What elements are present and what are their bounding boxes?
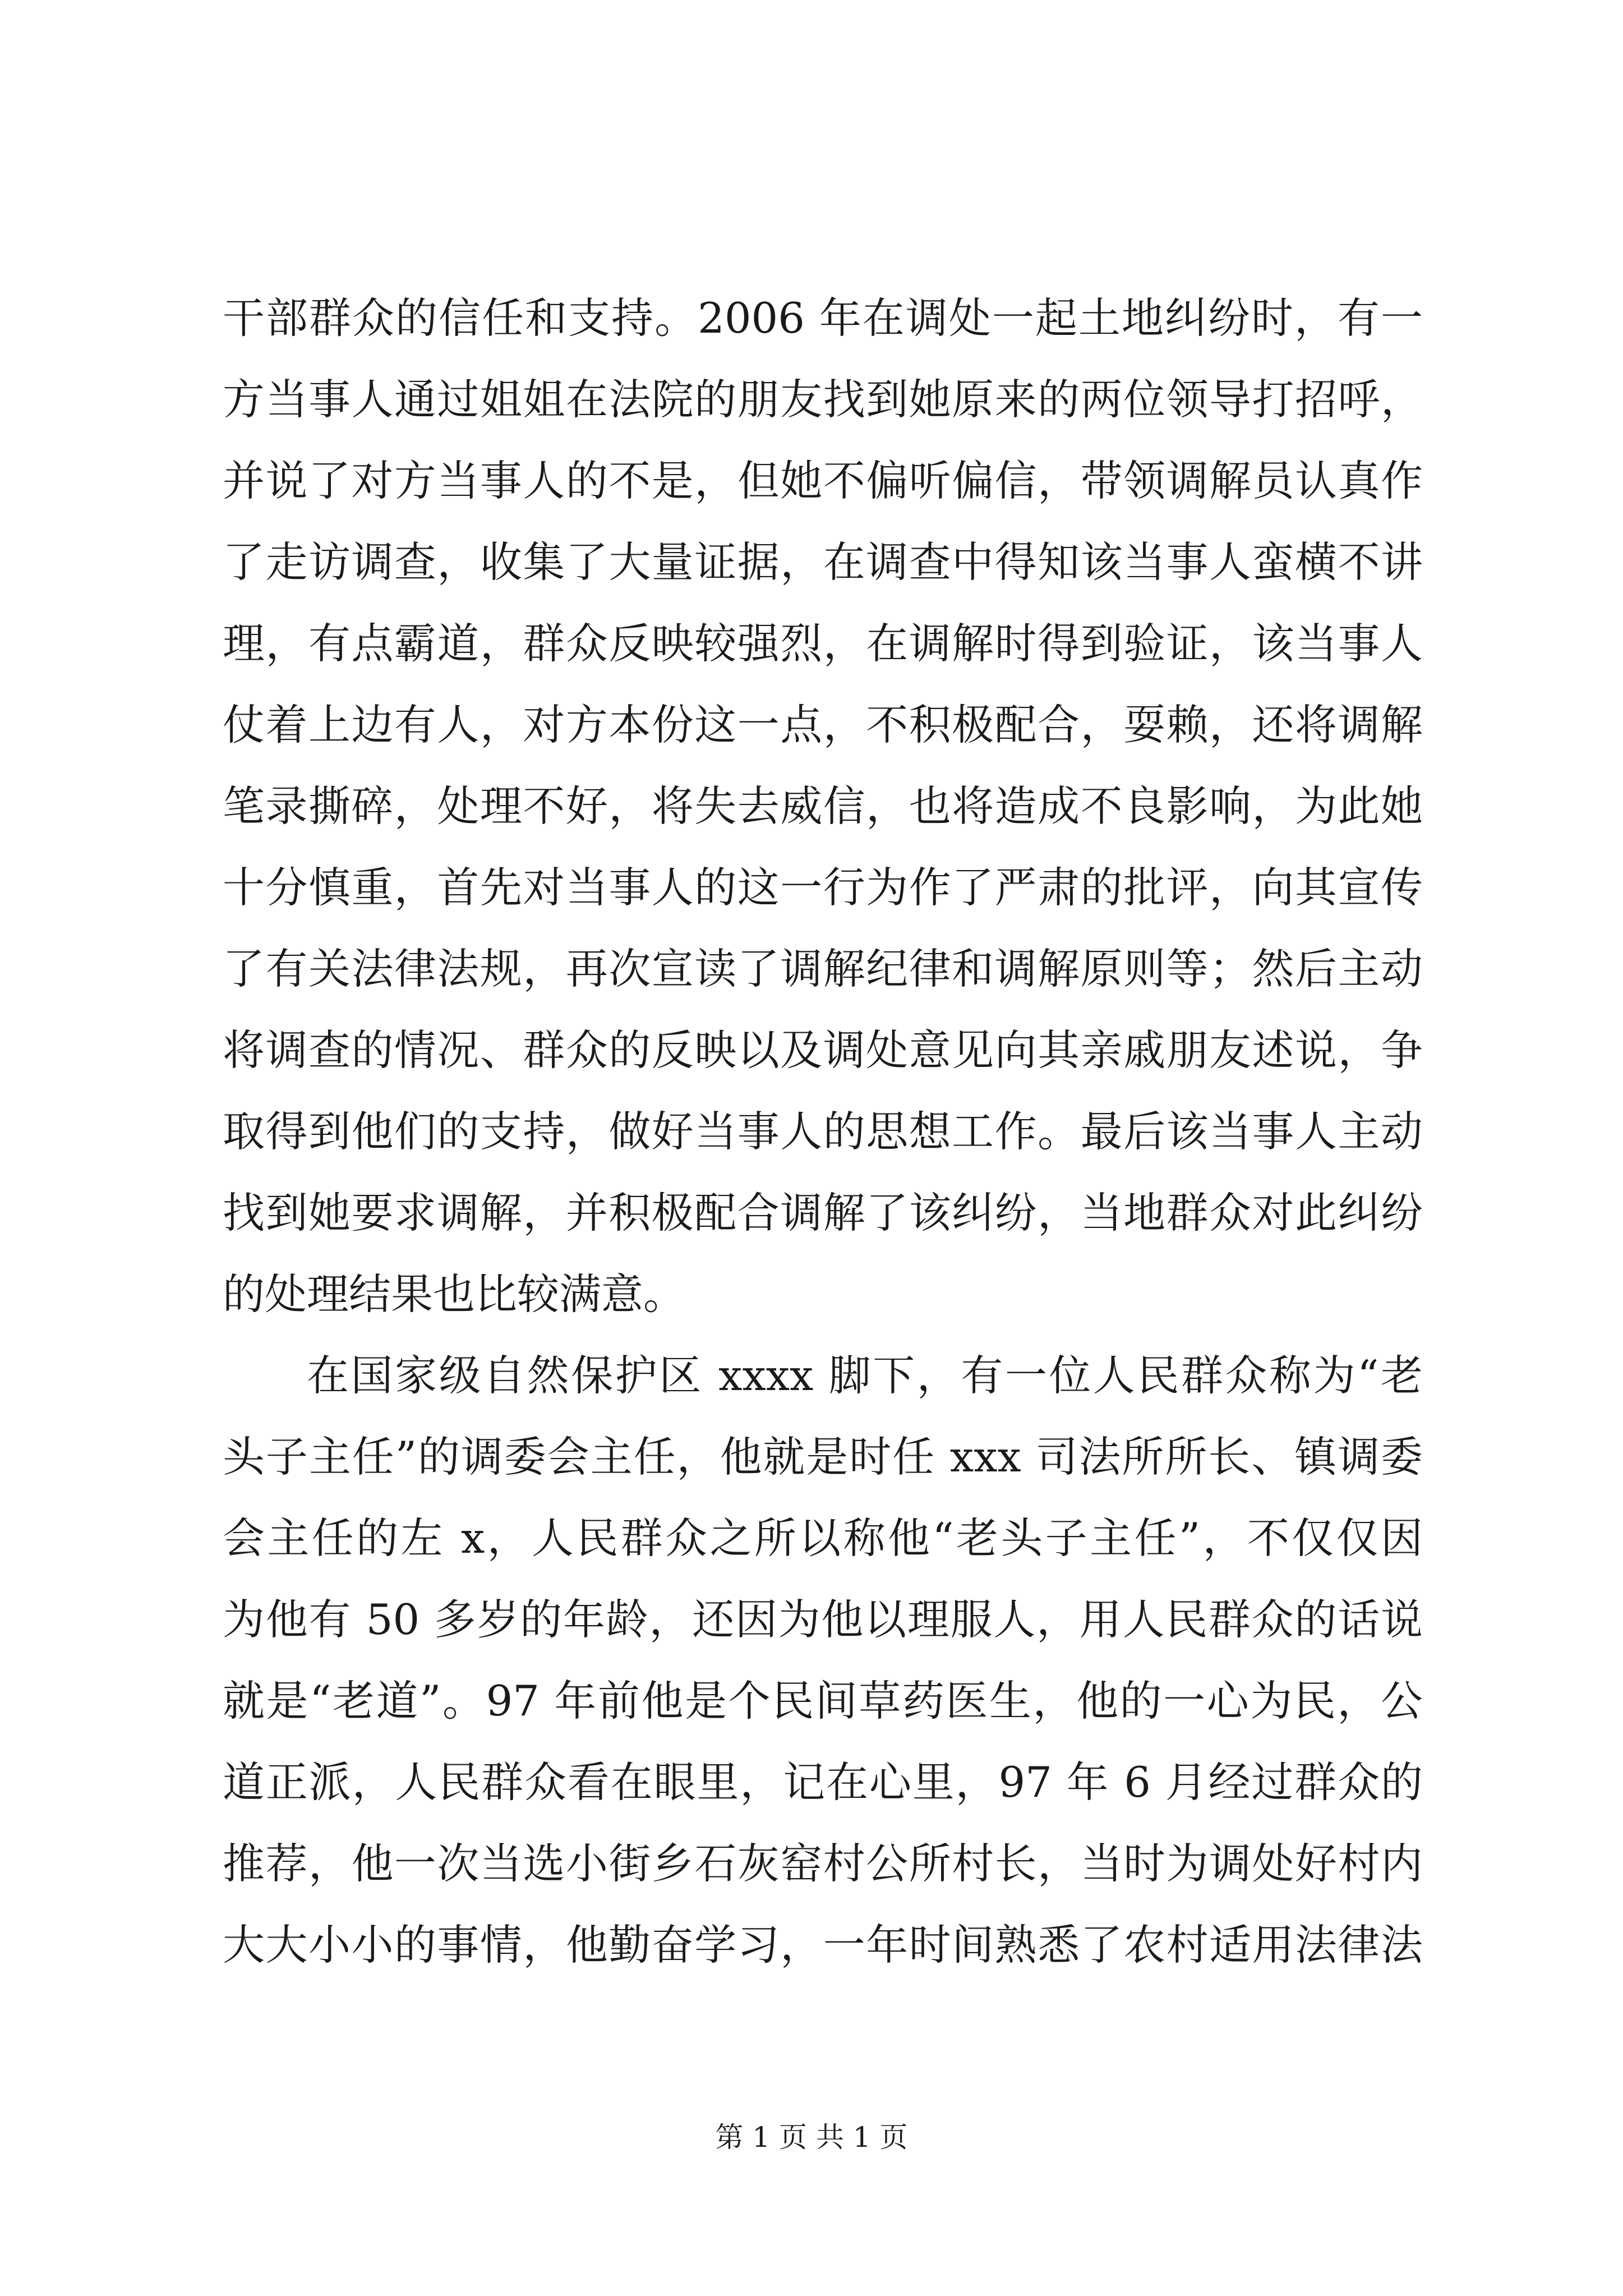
text-line: 的处理结果也比较满意。 — [223, 1269, 686, 1319]
text-line: 头子主任”的调委会主任，他就是时任 xxx 司法所所长、镇调委 — [223, 1432, 1423, 1481]
text-line: 为他有 50 多岁的年龄，还因为他以理服人，用人民群众的话说 — [223, 1595, 1423, 1644]
text-line: 找到她要求调解，并积极配合调解了该纠纷，当地群众对此纠纷 — [223, 1188, 1423, 1237]
text-line: 会主任的左 x，人民群众之所以称他“老头子主任”，不仅仅因 — [223, 1513, 1423, 1563]
text-line: 了有关法律法规，再次宣读了调解纪律和调解原则等；然后主动 — [223, 944, 1423, 993]
text-line: 干部群众的信任和支持。2006 年在调处一起土地纠纷时，有一 — [223, 293, 1423, 343]
page-footer — [0, 2118, 1623, 2157]
text-line: 道正派，人民群众看在眼里，记在心里，97 年 6 月经过群众的 — [223, 1757, 1423, 1807]
text-line: 笔录撕碎，处理不好，将失去威信，也将造成不良影响，为此她 — [223, 781, 1423, 831]
text-line: 在国家级自然保护区 xxxx 脚下，有一位人民群众称为“老 — [307, 1351, 1423, 1400]
text-line: 大大小小的事情，他勤奋学习，一年时间熟悉了农村适用法律法 — [223, 1920, 1423, 1970]
text-line: 推荐，他一次当选小街乡石灰窑村公所村长，当时为调处好村内 — [223, 1839, 1423, 1888]
text-line: 并说了对方当事人的不是，但她不偏听偏信，带领调解员认真作 — [223, 456, 1423, 505]
text-line: 仗着上边有人，对方本份这一点，不积极配合，耍赖，还将调解 — [223, 700, 1423, 749]
text-line: 了走访调查，收集了大量证据，在调查中得知该当事人蛮横不讲 — [223, 537, 1423, 587]
text-line: 将调查的情况、群众的反映以及调处意见向其亲戚朋友述说，争 — [223, 1025, 1423, 1075]
text-line: 就是“老道”。97 年前他是个民间草药医生，他的一心为民，公 — [223, 1676, 1423, 1726]
text-line: 方当事人通过姐姐在法院的朋友找到她原来的两位领导打招呼， — [223, 375, 1423, 424]
text-line: 理，有点霸道，群众反映较强烈，在调解时得到验证，该当事人 — [223, 619, 1423, 668]
text-line: 十分慎重，首先对当事人的这一行为作了严肃的批评，向其宣传 — [223, 863, 1423, 912]
text-line: 取得到他们的支持，做好当事人的思想工作。最后该当事人主动 — [223, 1107, 1423, 1156]
page-number-label: 第 1 页 共 1 页 — [715, 2121, 908, 2154]
